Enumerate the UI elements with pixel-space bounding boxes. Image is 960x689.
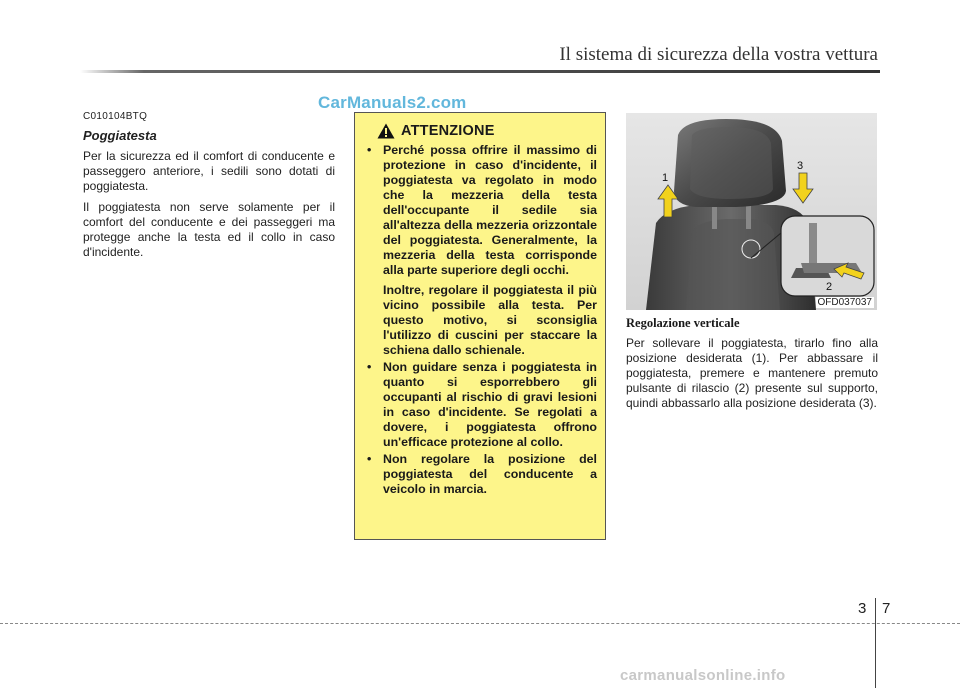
header-rule (80, 70, 880, 73)
warning-item-1 (363, 143, 597, 358)
header-title: Il sistema di sicurezza della vostra vettura (559, 44, 878, 65)
warning-title: ATTENZIONE (401, 123, 495, 139)
section-title: Poggiatesta (83, 128, 157, 143)
figure-label: OFD037037 (817, 297, 872, 308)
warning-item-2 (363, 360, 597, 450)
warning-header (377, 123, 597, 139)
warning-item-1-continued: Inoltre, regolare il poggiatesta il più vicino possibile alla testa. Per questo motivo, si sconsiglia l'utilizzo di cuscini per staccare la schiena dallo schienale. (383, 283, 597, 357)
section-code: C010104BTQ (83, 111, 148, 122)
warning-triangle-icon (377, 123, 395, 139)
warning-item-3 (363, 452, 597, 497)
callout-3: 3 (797, 160, 804, 172)
warning-list (363, 143, 597, 497)
right-paragraph: Per sollevare il poggiatesta, tirarlo fino alla posizione desiderata (1). Per abbassare il poggiatesta, premere e mantenere premuto pulsante di rilascio (2) presente sul supporto, quindi abbassarlo alla posizione desiderata (3). (626, 336, 878, 410)
right-column (626, 316, 878, 411)
left-column (83, 111, 335, 260)
warning-item-3-text: • Non regolare la posizione del poggiatesta del conducente a veicolo in marcia. (383, 452, 597, 496)
footer-dashed-rule (0, 623, 960, 624)
warning-item-2-text: • Non guidare senza i poggiatesta in quanto si esporrebbero gli occupanti al rischio di gravi lesioni in caso d'incidente. Se regolati a dovere, i poggiatesta offrono un'efficace protezione al collo. (383, 360, 597, 449)
page-number-separator (875, 598, 876, 688)
watermark-top[interactable]: CarManuals2.com (318, 93, 467, 112)
page-number: 7 (882, 600, 891, 617)
headrest-illustration (626, 113, 877, 310)
callout-1: 1 (662, 172, 669, 184)
callout-2: 2 (826, 281, 833, 293)
chapter-number: 3 (858, 600, 867, 617)
headrest-figure (626, 113, 877, 310)
warning-box (354, 112, 606, 540)
watermark-bottom[interactable]: carmanualsonline.info (620, 667, 786, 684)
left-paragraph-1: Per la sicurezza ed il comfort di conducente e passeggero anteriore, i sedili sono dotati di poggiatesta. (83, 149, 335, 193)
subsection-title: Regolazione verticale (626, 316, 740, 330)
left-paragraph-2: Il poggiatesta non serve solamente per il comfort del conducente e dei passeggeri ma protegge anche la testa ed il collo in caso d'incidente. (83, 200, 335, 259)
warning-item-1-text: • Perché possa offrire il massimo di protezione in caso d'incidente, il poggiatesta va regolato in modo che la mezzeria della testa dell'occupante il sedile sia all'altezza della mezzeria orizzontale del poggiatesta. Generalmente, la mezzeria della testa corrisponde alla parte superiore degli occhi. (383, 143, 597, 277)
